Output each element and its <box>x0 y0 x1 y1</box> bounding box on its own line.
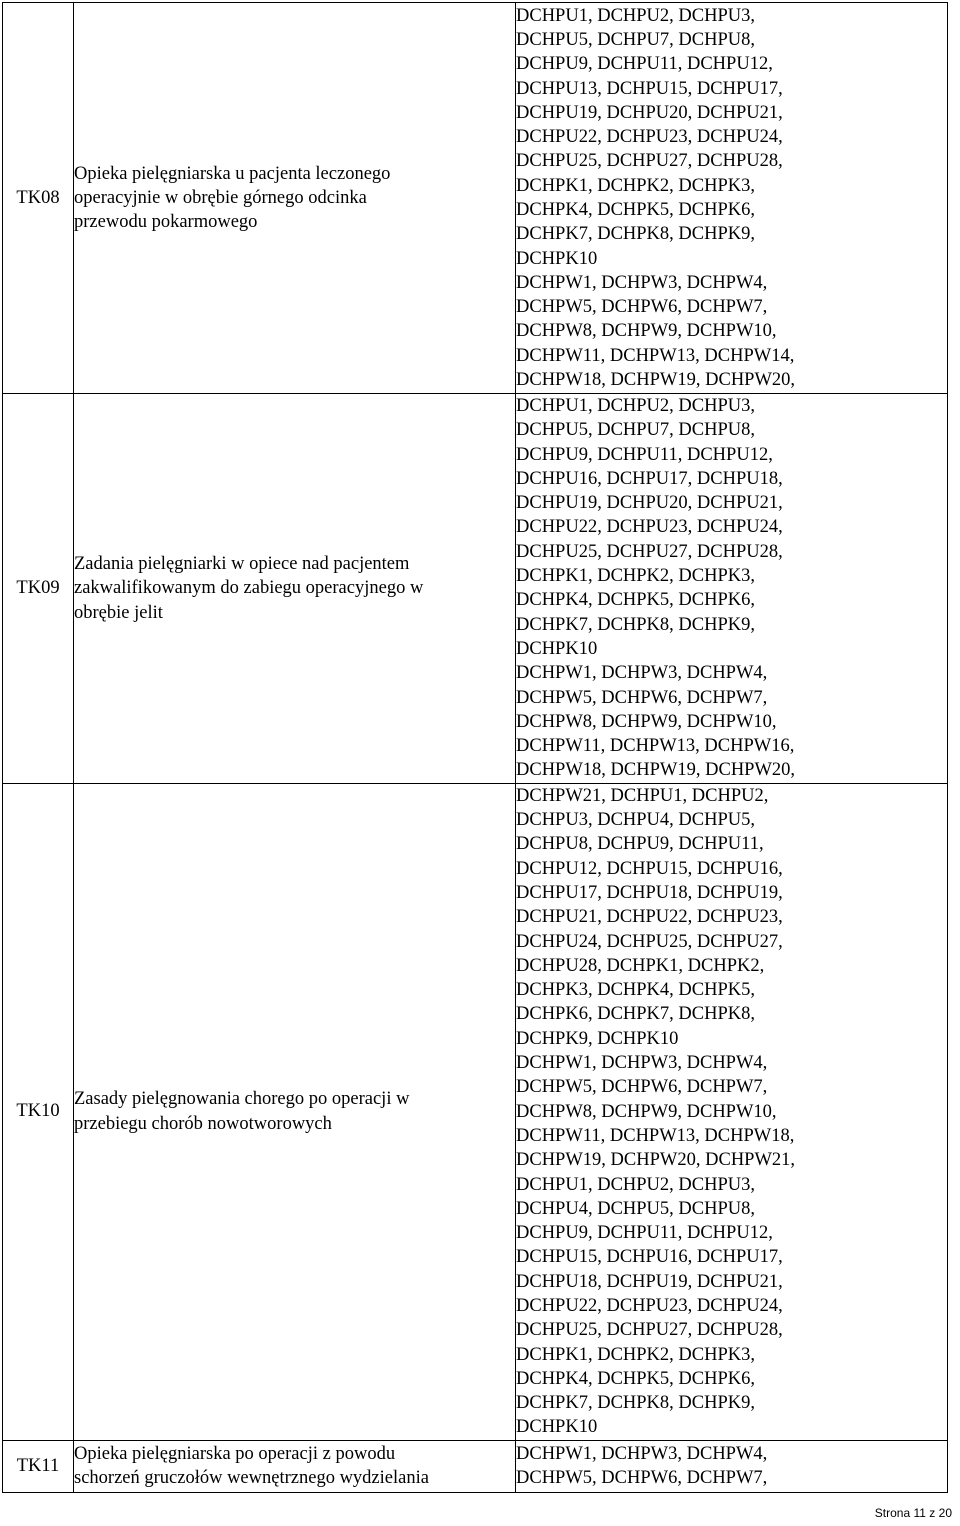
effects-line: DCHPW19, DCHPW20, DCHPW21, <box>516 1150 796 1171</box>
current-page: 11 <box>913 1506 926 1520</box>
effects-line: DCHPU18, DCHPU19, DCHPU21, <box>516 1271 783 1292</box>
topic-description <box>74 783 516 1440</box>
effects-line: DCHPU15, DCHPU16, DCHPU17, <box>516 1247 783 1268</box>
total-pages: 20 <box>938 1506 952 1520</box>
effects-line: DCHPU3, DCHPU4, DCHPU5, <box>516 810 756 831</box>
effects-line: DCHPK10 <box>516 638 598 659</box>
effects-line: DCHPU4, DCHPU5, DCHPU8, <box>516 1198 756 1219</box>
topic-line: operacyjnie w obrębie górnego odcinka <box>74 187 367 208</box>
effects-line: DCHPK4, DCHPK5, DCHPK6, <box>516 590 756 611</box>
effects-line: DCHPK10 <box>516 1417 598 1438</box>
effects-line: DCHPU9, DCHPU11, DCHPU12, <box>516 54 773 75</box>
effects-line: DCHPW18, DCHPW19, DCHPW20, <box>516 370 796 391</box>
effects-line: DCHPU1, DCHPU2, DCHPU3, <box>516 1174 756 1195</box>
topic-description <box>74 3 516 394</box>
topic-line: Zasady pielęgnowania chorego po operacji w <box>74 1089 410 1110</box>
effects-line: DCHPK7, DCHPK8, DCHPK9, <box>516 614 756 635</box>
topic-line: Opieka pielęgniarska u pacjenta leczonego <box>74 163 391 184</box>
effects-line: DCHPK6, DCHPK7, DCHPK8, <box>516 1004 756 1025</box>
effects-line: DCHPU25, DCHPU27, DCHPU28, <box>516 151 783 172</box>
topic-code: TK10 <box>3 783 74 1440</box>
effects-line: DCHPW11, DCHPW13, DCHPW14, <box>516 345 795 366</box>
effects-line: DCHPW8, DCHPW9, DCHPW10, <box>516 1101 777 1122</box>
effects-line: DCHPU5, DCHPU7, DCHPU8, <box>516 420 756 441</box>
effects-line: DCHPU28, DCHPK1, DCHPK2, <box>516 955 765 976</box>
table-row <box>3 783 948 1440</box>
effects-line: DCHPU21, DCHPU22, DCHPU23, <box>516 907 783 928</box>
effects-line: DCHPK10 <box>516 248 598 269</box>
effects-line: DCHPK1, DCHPK2, DCHPK3, <box>516 566 756 587</box>
topic-code: TK11 <box>3 1440 74 1492</box>
topic-description <box>74 1440 516 1492</box>
topic-line: zakwalifikowanym do zabiegu operacyjnego w <box>74 578 424 599</box>
topic-line: przebiegu chorób nowotworowych <box>74 1113 332 1134</box>
effects-line: DCHPU24, DCHPU25, DCHPU27, <box>516 931 783 952</box>
table-row <box>3 1440 948 1492</box>
topic-line: Zadania pielęgniarki w opiece nad pacjentem <box>74 553 410 574</box>
effects-line: DCHPK1, DCHPK2, DCHPK3, <box>516 1344 756 1365</box>
table-row <box>3 3 948 394</box>
effects-line: DCHPU9, DCHPU11, DCHPU12, <box>516 444 773 465</box>
topic-description <box>74 394 516 784</box>
learning-effects <box>516 1440 948 1492</box>
topic-code: TK08 <box>3 3 74 394</box>
effects-line: DCHPK7, DCHPK8, DCHPK9, <box>516 224 756 245</box>
effects-line: DCHPK4, DCHPK5, DCHPK6, <box>516 1368 756 1389</box>
topic-code: TK09 <box>3 394 74 784</box>
learning-content-table <box>2 2 948 1493</box>
learning-effects <box>516 783 948 1440</box>
effects-line: DCHPU5, DCHPU7, DCHPU8, <box>516 29 756 50</box>
effects-line: DCHPU16, DCHPU17, DCHPU18, <box>516 468 783 489</box>
page-number <box>875 1506 952 1520</box>
topic-line: Opieka pielęgniarska po operacji z powodu <box>74 1443 396 1464</box>
learning-effects <box>516 394 948 784</box>
effects-line: DCHPU17, DCHPU18, DCHPU19, <box>516 882 783 903</box>
effects-line: DCHPW18, DCHPW19, DCHPW20, <box>516 760 796 781</box>
effects-line: DCHPU9, DCHPU11, DCHPU12, <box>516 1223 773 1244</box>
effects-line: DCHPU8, DCHPU9, DCHPU11, <box>516 834 764 855</box>
effects-line: DCHPW8, DCHPW9, DCHPW10, <box>516 711 777 732</box>
effects-line: DCHPW21, DCHPU1, DCHPU2, <box>516 785 769 806</box>
learning-effects <box>516 3 948 394</box>
effects-line: DCHPU13, DCHPU15, DCHPU17, <box>516 78 783 99</box>
effects-line: DCHPW1, DCHPW3, DCHPW4, <box>516 1443 768 1464</box>
effects-line: DCHPU22, DCHPU23, DCHPU24, <box>516 517 783 538</box>
effects-line: DCHPU1, DCHPU2, DCHPU3, <box>516 5 756 26</box>
effects-line: DCHPW8, DCHPW9, DCHPW10, <box>516 321 777 342</box>
effects-line: DCHPW5, DCHPW6, DCHPW7, <box>516 687 768 708</box>
effects-line: DCHPW5, DCHPW6, DCHPW7, <box>516 297 768 318</box>
effects-line: DCHPU12, DCHPU15, DCHPU16, <box>516 858 783 879</box>
topic-line: schorzeń gruczołów wewnętrznego wydzielania <box>74 1468 429 1489</box>
effects-line: DCHPK3, DCHPK4, DCHPK5, <box>516 980 756 1001</box>
effects-line: DCHPK4, DCHPK5, DCHPK6, <box>516 200 756 220</box>
effects-line: DCHPK7, DCHPK8, DCHPK9, <box>516 1393 756 1414</box>
effects-line: DCHPU22, DCHPU23, DCHPU24, <box>516 127 783 148</box>
effects-line: DCHPU1, DCHPU2, DCHPU3, <box>516 396 756 416</box>
table-row <box>3 394 948 784</box>
page-label: Strona <box>874 1506 911 1520</box>
effects-line: DCHPU19, DCHPU20, DCHPU21, <box>516 102 783 123</box>
effects-line: DCHPW11, DCHPW13, DCHPW18, <box>516 1125 795 1146</box>
topic-line: przewodu pokarmowego <box>74 212 258 233</box>
effects-line: DCHPW11, DCHPW13, DCHPW16, <box>516 736 795 757</box>
effects-line: DCHPW1, DCHPW3, DCHPW4, <box>516 1053 768 1074</box>
effects-line: DCHPU25, DCHPU27, DCHPU28, <box>516 541 783 562</box>
effects-line: DCHPU19, DCHPU20, DCHPU21, <box>516 493 783 514</box>
effects-line: DCHPU25, DCHPU27, DCHPU28, <box>516 1320 783 1341</box>
topic-line: obrębie jelit <box>74 602 163 623</box>
effects-line: DCHPW1, DCHPW3, DCHPW4, <box>516 272 768 293</box>
effects-line: DCHPW5, DCHPW6, DCHPW7, <box>516 1468 768 1489</box>
effects-line: DCHPU22, DCHPU23, DCHPU24, <box>516 1295 783 1316</box>
effects-line: DCHPW1, DCHPW3, DCHPW4, <box>516 663 768 684</box>
page-separator: z <box>929 1506 936 1520</box>
effects-line: DCHPK9, DCHPK10 <box>516 1028 679 1049</box>
effects-line: DCHPK1, DCHPK2, DCHPK3, <box>516 175 756 196</box>
effects-line: DCHPW5, DCHPW6, DCHPW7, <box>516 1077 768 1098</box>
